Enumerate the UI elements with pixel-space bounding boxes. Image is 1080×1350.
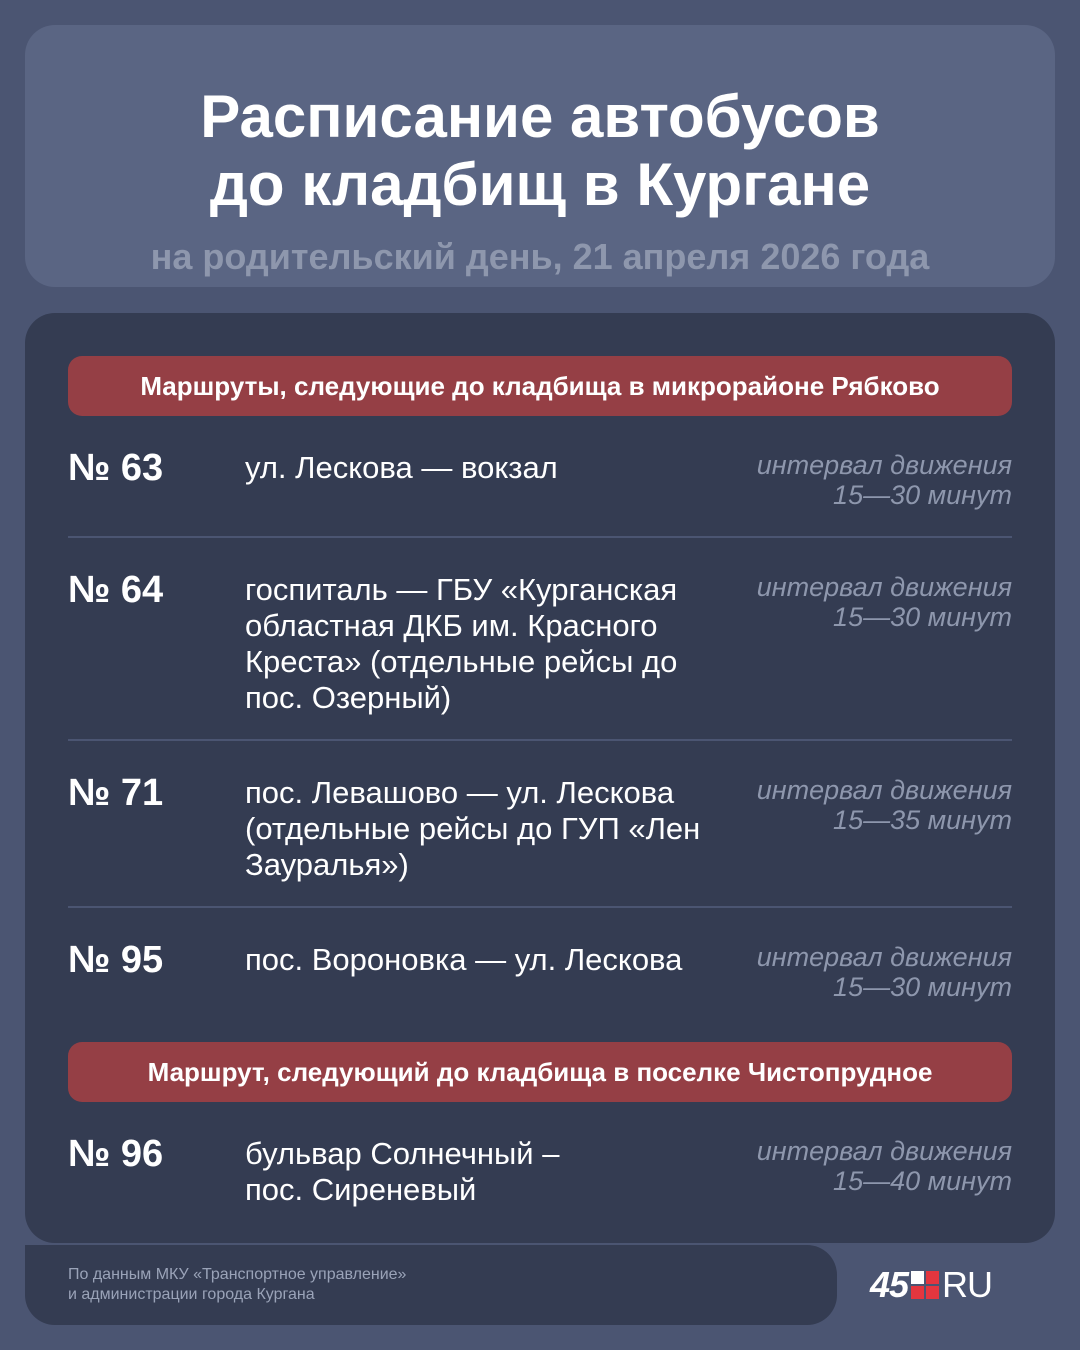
interval-value: 15—30 минут	[833, 602, 1012, 632]
route-description: пос. Вороновка — ул. Лескова	[245, 942, 683, 977]
interval-value: 15—40 минут	[833, 1166, 1012, 1196]
page-title	[25, 83, 1055, 219]
schedule-card	[25, 313, 1055, 1243]
site-logo	[870, 1265, 992, 1305]
source-line-1: По данным МКУ «Транспортное управление»	[68, 1266, 407, 1283]
logo-number: 45	[870, 1264, 909, 1305]
route-interval	[712, 450, 1012, 510]
route-description: пос. Левашово — ул. Лескова (отдельные рейсы до ГУП «Лен Зауралья»)	[245, 775, 701, 882]
interval-label: интервал движения	[756, 450, 1012, 480]
interval-label: интервал движения	[756, 572, 1012, 602]
route-interval	[712, 1136, 1012, 1196]
footer-card	[25, 1245, 837, 1325]
route-description: бульвар Солнечный – пос. Сиреневый	[245, 1136, 560, 1207]
title-line-2: до кладбищ в Кургане	[209, 151, 871, 218]
interval-label: интервал движения	[756, 942, 1012, 972]
interval-value: 15—30 минут	[833, 972, 1012, 1002]
interval-value: 15—30 минут	[833, 480, 1012, 510]
section-header-ryabkovo: Маршруты, следующие до кладбища в микрорайоне Рябково	[68, 356, 1012, 416]
route-description: ул. Лескова — вокзал	[245, 450, 558, 485]
route-number: № 96	[68, 1133, 164, 1175]
route-number: № 63	[68, 447, 164, 489]
header-card	[25, 25, 1055, 287]
row-divider	[68, 739, 1012, 741]
logo-suffix: RU	[942, 1264, 993, 1305]
route-interval	[712, 572, 1012, 632]
route-number: № 71	[68, 772, 164, 814]
source-line-2: и администрации города Кургана	[68, 1286, 315, 1303]
interval-value: 15—35 минут	[833, 805, 1012, 835]
route-description: госпиталь — ГБУ «Курганская областная ДКБ им. Красного Креста» (отдельные рейсы до пос. Озерный)	[245, 572, 678, 715]
route-interval	[712, 775, 1012, 835]
interval-label: интервал движения	[756, 1136, 1012, 1166]
route-number: № 95	[68, 939, 164, 981]
page-subtitle: на родительский день, 21 апреля 2026 года	[150, 236, 930, 277]
section-header-chistoprudnoe: Маршрут, следующий до кладбища в поселке Чистопрудное	[68, 1042, 1012, 1102]
logo-squares-icon	[911, 1271, 939, 1299]
route-number: № 64	[68, 569, 164, 611]
title-line-1: Расписание автобусов	[200, 83, 880, 150]
source-note	[68, 1265, 406, 1305]
route-interval	[712, 942, 1012, 1002]
interval-label: интервал движения	[756, 775, 1012, 805]
row-divider	[68, 906, 1012, 908]
row-divider	[68, 536, 1012, 538]
